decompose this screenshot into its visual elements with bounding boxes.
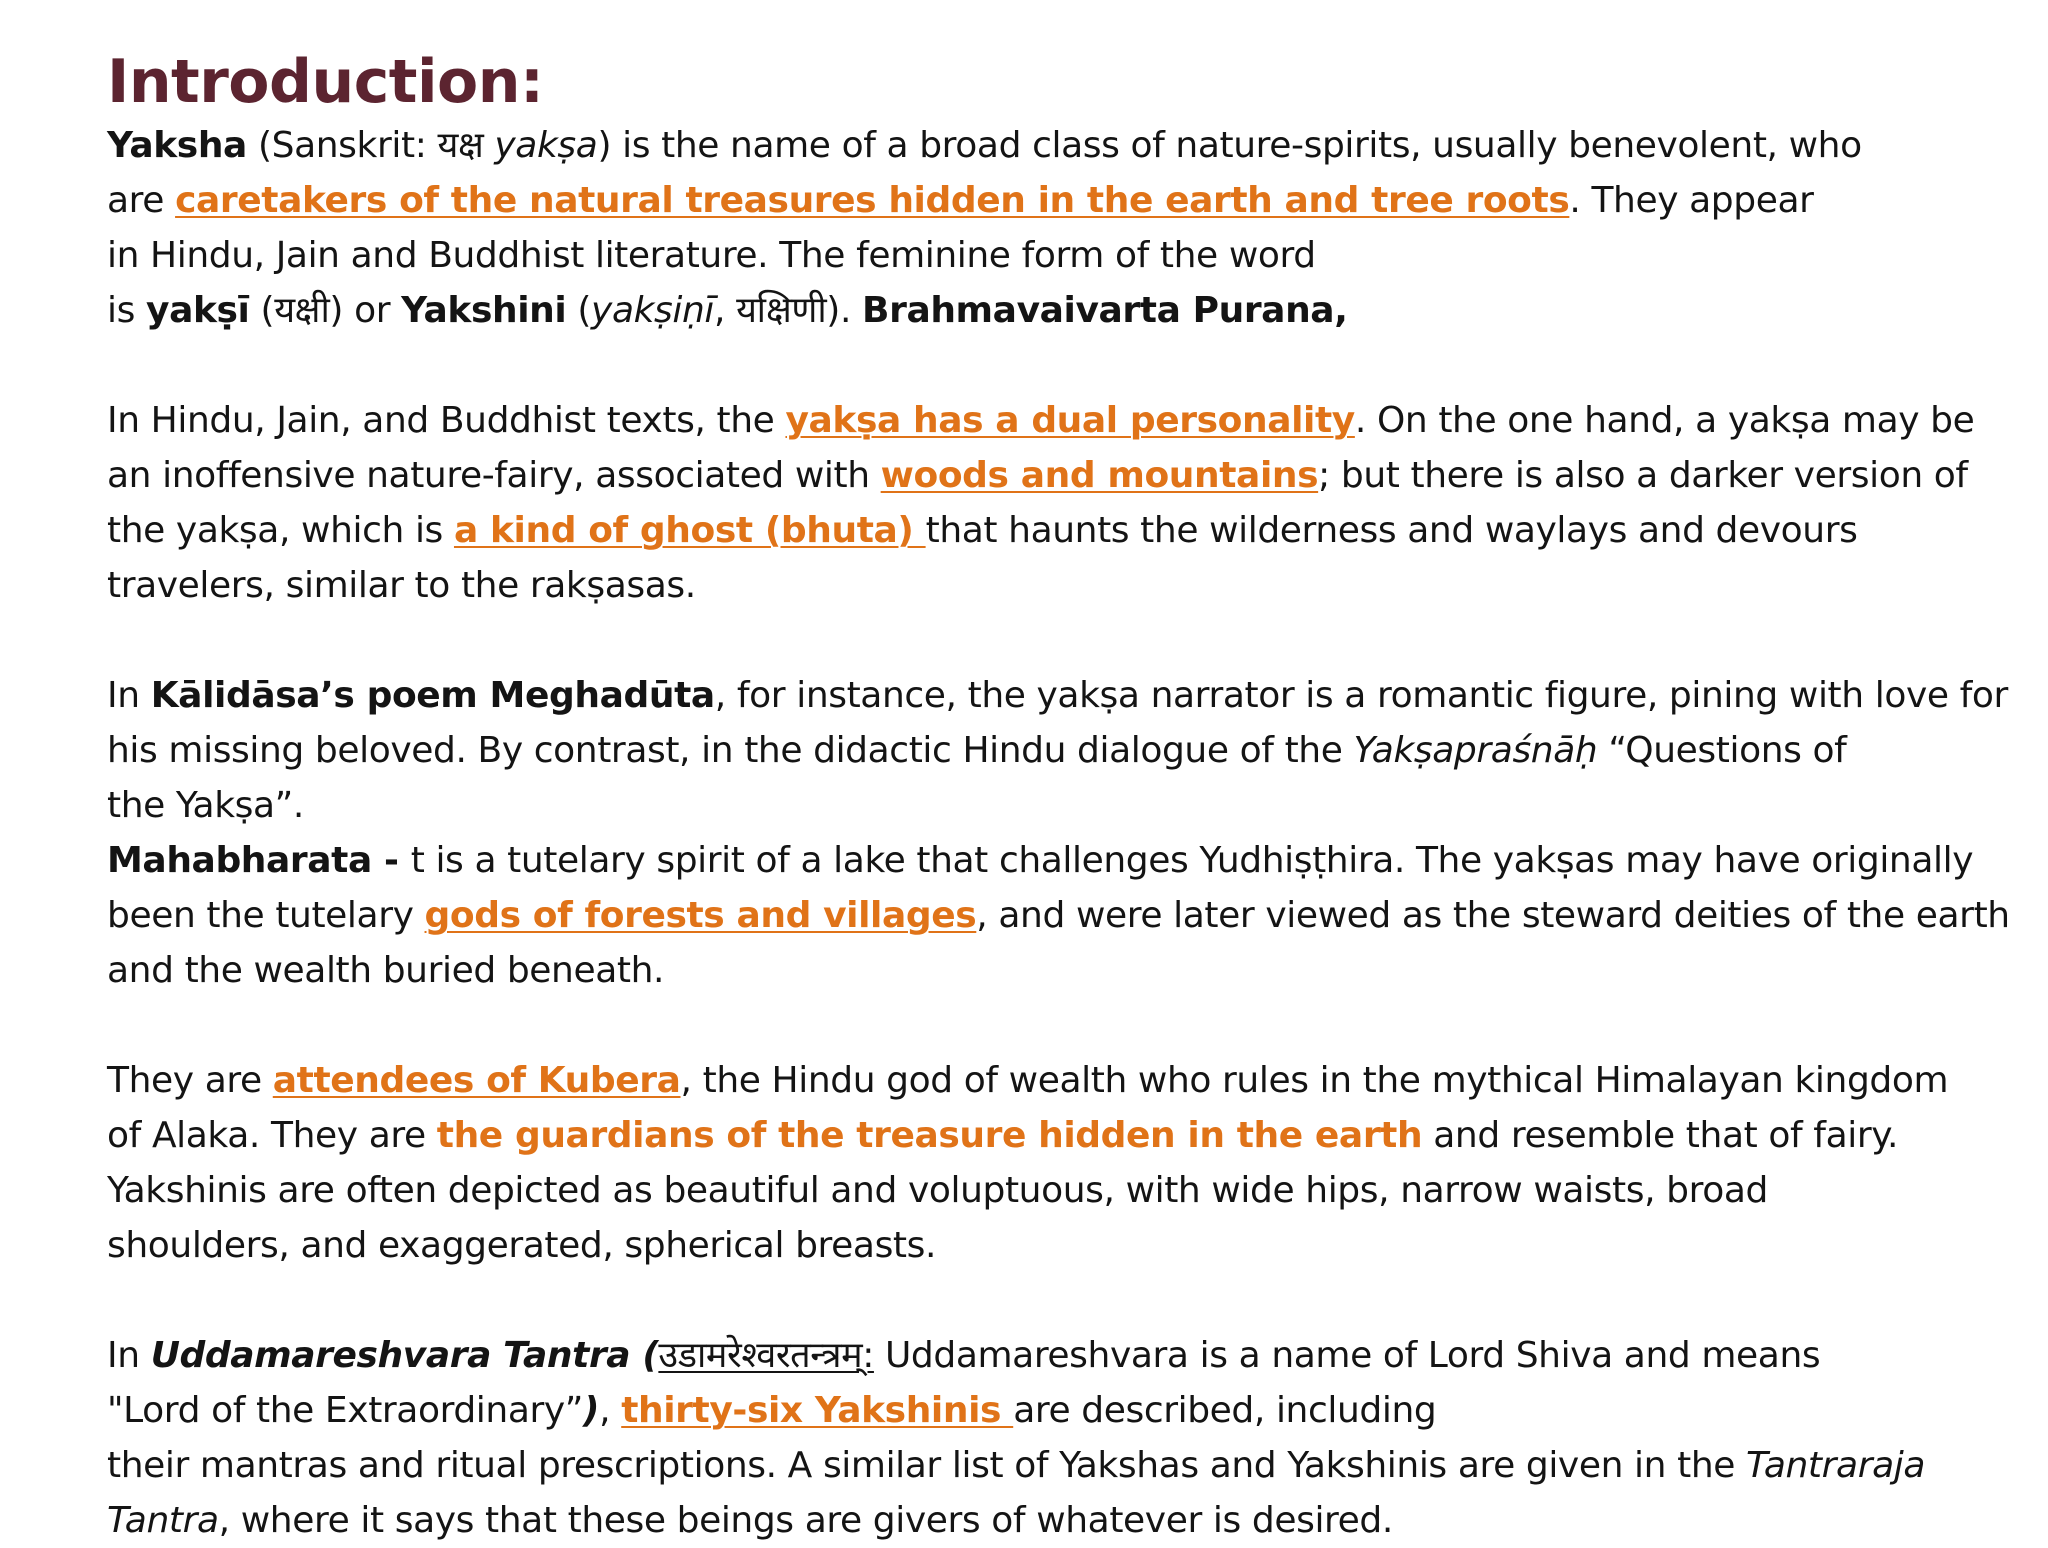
term-meghaduta: Kālidāsa’s poem Meghadūta: [150, 675, 715, 716]
slide-content: [107, 46, 2042, 1548]
link-thirty-six-yakshinis[interactable]: thirty-six Yakshinis: [621, 1390, 1014, 1431]
paragraph-tantra: In Uddamareshvara Tantra (उडामरेश्वरतन्त्रम्: Uddamareshvara is a name of Lord Shiva and means "Lord of the Extraordinary”), thirty-six Yakshinis are described, including their mantras and ritual prescriptions. A similar list of Yakshas and Yakshinis are given in the Tantraraja Tantra, where it says that these beings are givers of whatever is desired.: [107, 1335, 1926, 1541]
term-yakshini: Yakshini: [401, 290, 567, 331]
link-caretakers[interactable]: caretakers of the natural treasures hidden in the earth and tree roots: [175, 180, 1570, 221]
link-devanagari-title[interactable]: उडामरेश्वरतन्त्रम्:: [658, 1335, 874, 1376]
term-mahabharata: Mahabharata -: [107, 840, 411, 881]
link-woods-mountains[interactable]: woods and mountains: [880, 455, 1319, 496]
page-title: Introduction:: [107, 47, 544, 117]
link-gods-of-forests[interactable]: gods of forests and villages: [424, 895, 977, 936]
paragraph-dual-personality: In Hindu, Jain, and Buddhist texts, the yakṣa has a dual personality. On the one hand, a yakṣa may be an inoffensive nature-fairy, associated with woods and mountains; but there is also a darker version of the yakṣa, which is a kind of ghost (bhuta) that haunts the wilderness and waylays and devours travelers, similar to the rakṣasas.: [107, 400, 1975, 606]
term-brahmavaivarta: Brahmavaivarta Purana,: [862, 290, 1348, 331]
term-yaksi: yakṣī: [146, 290, 250, 331]
paragraph-meghaduta: In Kālidāsa’s poem Meghadūta, for instance, the yakṣa narrator is a romantic figure, pining with love for his missing beloved. By contrast, in the didactic Hindu dialogue of the Yakṣapraśnāḥ “Questions of the Yakṣa”. Mahabharata - t is a tutelary spirit of a lake that challenges Yudhiṣṭhira. The yakṣas may have originally been the tutelary gods of forests and villages, and were later viewed as the steward deities of the earth and the wealth buried beneath.: [107, 675, 2010, 991]
paragraph-kubera: They are attendees of Kubera, the Hindu god of wealth who rules in the mythical Himalayan kingdom of Alaka. They are the guardians of the treasure hidden in the earth and resemble that of fairy. Yakshinis are often depicted as beautiful and voluptuous, with wide hips, narrow waists, broad shoulders, and exaggerated, spherical breasts.: [107, 1060, 1949, 1266]
link-attendees-of-kubera[interactable]: attendees of Kubera: [272, 1060, 681, 1101]
paragraph-intro: Yaksha (Sanskrit: यक्ष yakṣa) is the name of a broad class of nature-spirits, usually benevolent, who are caretakers of the natural treasures hidden in the earth and tree roots. They appear in Hindu, Jain and Buddhist literature. The feminine form of the word is yakṣī (यक्षी) or Yakshini (yakṣiṇī, यक्षिणी). Brahmavaivarta Purana,: [107, 125, 1862, 331]
highlight-guardians: the guardians of the treasure hidden in the earth: [436, 1115, 1423, 1156]
term-yaksha: Yaksha: [107, 125, 247, 166]
link-kind-of-ghost[interactable]: a kind of ghost (bhuta): [453, 510, 926, 551]
term-uddamareshvara: Uddamareshvara Tantra (: [150, 1335, 659, 1376]
link-dual-personality[interactable]: yakṣa has a dual personality: [785, 400, 1355, 441]
